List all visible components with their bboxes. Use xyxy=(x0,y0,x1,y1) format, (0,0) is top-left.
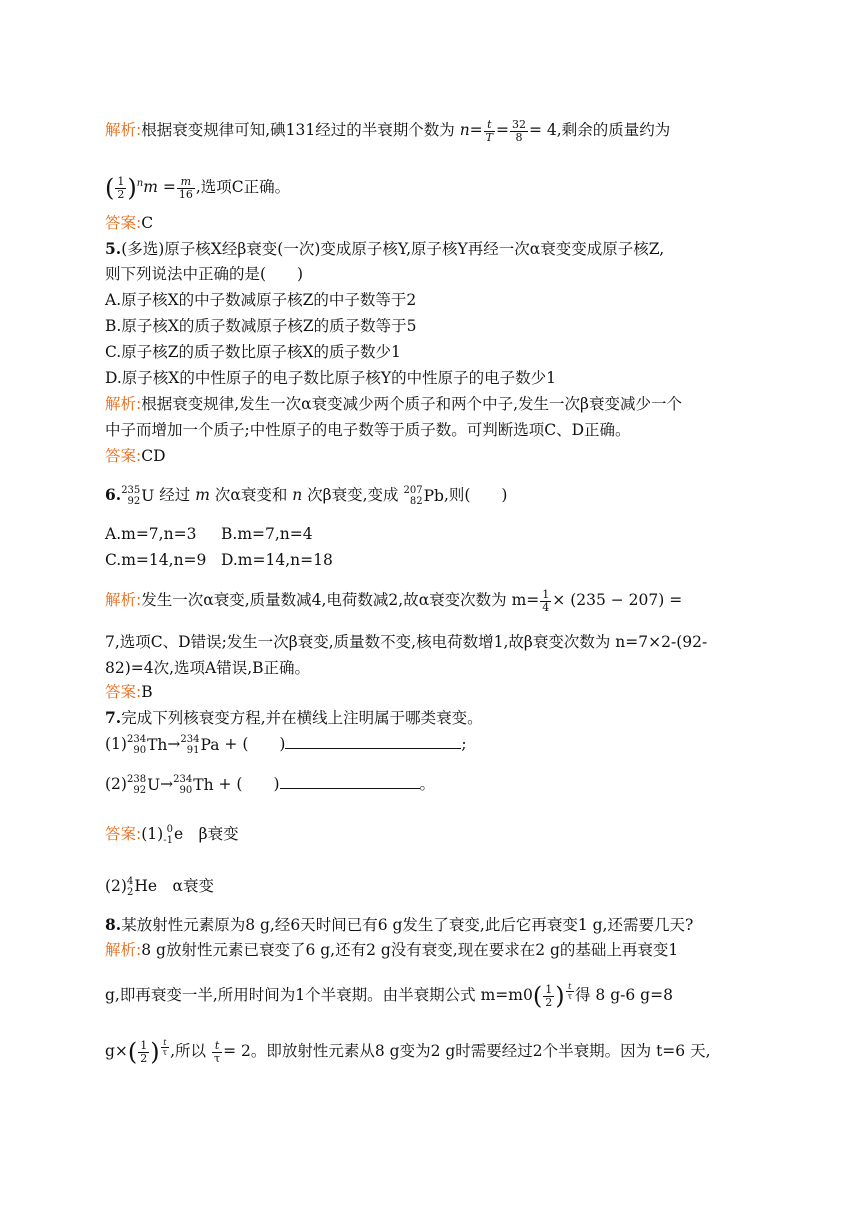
q8-analysis-line2: g,即再衰变一半,所用时间为1个半衰期。由半衰期公式 m=m0( $\frac{1}{2}$ ) $^{\frac{t}{\tau}}$ 得 8 g-6 g=8 xyxy=(105,982,673,1011)
q7-answer-1: 答案:(1) 0 -1 e β衰变 xyxy=(105,824,239,846)
q8-stem: 8.某放射性元素原为8 g,经6天时间已有6 g发生了衰变,此后它再衰变1 g,还需要几天? xyxy=(105,915,694,934)
q6-analysis-line1: 解析:发生一次α衰变,质量数减4,电荷数减2,故α衰变次数为 m= $\frac{1}{4}$ × (235 − 207) = xyxy=(105,587,683,614)
analysis-label: 解析: xyxy=(105,121,142,139)
q7-answer-2: (2) 4 2 He α衰变 xyxy=(105,876,215,898)
q4-analysis-line2: ( $\frac{1}{2}$ )$^n$m = $\frac{m}{16}$ ,选项C正确。 xyxy=(105,174,291,203)
q5-answer: 答案:CD xyxy=(105,447,166,465)
q6-options-cd xyxy=(105,548,333,572)
q4-analysis-text2: ,剩余的质量约为 xyxy=(556,121,671,139)
q5-option-c: C.原子核Z的质子数比原子核X的质子数少1 xyxy=(105,343,401,361)
q5-option-b: B.原子核X的质子数减原子核Z的质子数等于5 xyxy=(105,317,417,335)
q7-stem: 7.完成下列核衰变方程,并在横线上注明属于哪类衰变。 xyxy=(105,708,483,727)
q6-option-a: A.m=7,n=3 xyxy=(105,525,197,543)
nuclide-pb207: 207 82 Pb xyxy=(403,485,444,507)
q6-option-c: C.m=14,n=9 xyxy=(105,551,207,569)
q6-answer: 答案:B xyxy=(105,683,153,701)
q7-blank-2[interactable] xyxy=(280,773,420,789)
q6-analysis-line3: 82)=4次,选项A错误,B正确。 xyxy=(105,659,311,677)
q8-analysis-line3: g×( $\frac{1}{2}$ ) $^{\frac{t}{\tau}}$ ,所以 $\frac{t}{\tau}$ = 2。即放射性元素从8 g变为2 g时需要经过2个半衰期。因为 t=6 天, xyxy=(105,1038,711,1067)
q8-analysis-line1: 解析:8 g放射性元素已衰变了6 g,还有2 g没有衰变,现在要求在2 g的基础上再衰变1 xyxy=(105,941,679,959)
q5-analysis-line1: 解析:根据衰变规律,发生一次α衰变减少两个质子和两个中子,发生一次β衰变减少一个 xyxy=(105,395,683,413)
q7-blank-1[interactable] xyxy=(285,733,461,749)
q4-analysis-text3: ,选项C正确。 xyxy=(195,178,291,197)
fraction-m-over-16: $\frac{m}{16}$ xyxy=(178,174,193,201)
q4-analysis-text: 根据衰变规律可知,碘131经过的半衰期个数为 xyxy=(141,121,455,139)
q5-stem-line2: 则下列说法中正确的是( ) xyxy=(105,265,304,283)
q4-answer: 答案:C xyxy=(105,214,154,232)
q6-option-d: D.m=14,n=18 xyxy=(221,551,333,569)
q6-stem: 6. 235 92 U 经过 m 次α衰变和 n 次β衰变,变成 207 82 Pb,则( ) xyxy=(105,485,508,507)
q5-option-a: A.原子核X的中子数减原子核Z的中子数等于2 xyxy=(105,291,417,309)
q5-stem-line1: 5.(多选)原子核X经β衰变(一次)变成原子核Y,原子核Y再经一次α衰变变成原子核Z, xyxy=(105,239,665,258)
fraction-t-over-tau: $\frac{t}{\tau}$ xyxy=(213,1038,221,1065)
fraction-32-over-8: $\frac{32}{8}$ xyxy=(512,117,527,144)
fraction-t-over-T: $\frac{t}{T}$ xyxy=(485,117,494,144)
q5-analysis-line2: 中子而增加一个质子;中性原子的电子数等于质子数。可判断选项C、D正确。 xyxy=(105,421,631,439)
q6-analysis-line2: 7,选项C、D错误;发生一次β衰变,质量数不变,核电荷数增1,故β衰变次数为 n=7×2-(92- xyxy=(105,633,708,651)
q7-equation-2: (2) 238 92 U→ 234 90 Th + ( ) 。 xyxy=(105,774,436,796)
q4-analysis-line1: 解析:根据衰变规律可知,碘131经过的半衰期个数为 n= $\frac{t}{T}$ = $\frac{32}{8}$ = 4,剩余的质量约为 xyxy=(105,117,671,144)
q6-option-b: B.m=7,n=4 xyxy=(221,525,313,543)
q5-option-d: D.原子核X的中性原子的电子数比原子核Y的中性原子的电子数少1 xyxy=(105,369,556,387)
q7-equation-1: (1) 234 90 Th→ 234 91 Pa + ( ) ; xyxy=(105,734,467,756)
nuclide-u235: 235 92 U xyxy=(121,485,155,507)
q6-options-ab xyxy=(105,522,313,546)
fraction-1-over-4: $\frac{1}{4}$ xyxy=(542,587,550,614)
